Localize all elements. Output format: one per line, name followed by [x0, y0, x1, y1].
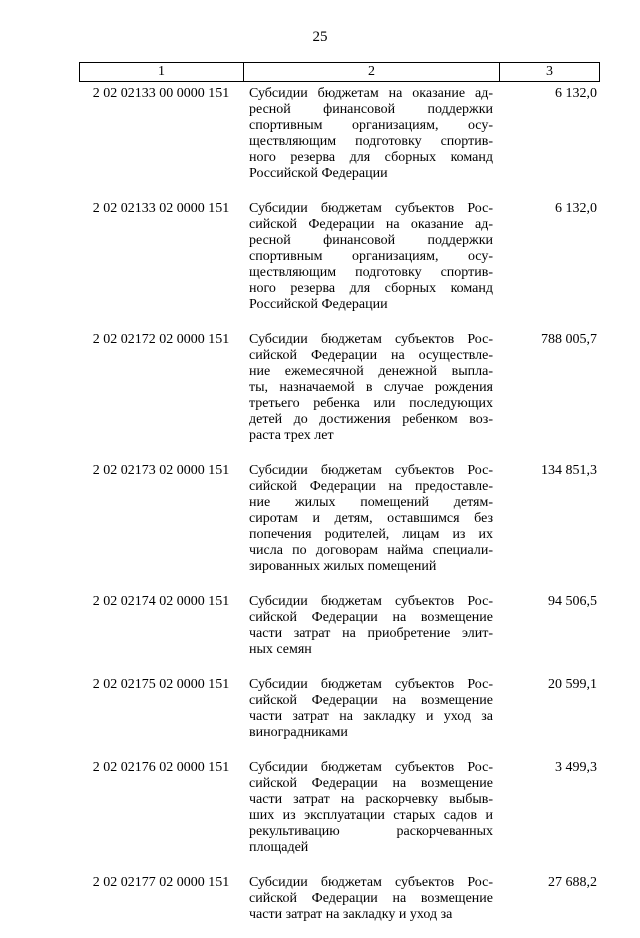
budget-code: 2 02 02172 02 0000 151 — [92, 332, 230, 347]
description-line: сийской Федерации на возмещение — [249, 776, 493, 791]
description-line: Российской Федерации — [249, 166, 388, 181]
description-line: Субсидии бюджетам субъектов Рос- — [249, 594, 493, 609]
table-row — [79, 871, 600, 923]
description-line: части затрат на раскорчевку выбыв- — [249, 792, 493, 807]
description-line: Субсидии бюджетам субъектов Рос- — [249, 201, 493, 216]
budget-code: 2 02 02177 02 0000 151 — [92, 875, 230, 890]
description-line: сийской Федерации на оказание ад- — [249, 217, 493, 232]
table-row — [79, 82, 600, 182]
description-line: Субсидии бюджетам субъектов Рос- — [249, 760, 493, 775]
description — [243, 673, 493, 741]
description — [243, 328, 493, 444]
description-line: ты, назначаемой в случае рождения — [249, 380, 493, 395]
description — [243, 82, 493, 182]
budget-code: 2 02 02175 02 0000 151 — [92, 677, 230, 692]
description-line: сийской Федерации на осуществле- — [249, 348, 493, 363]
header-col-2: 2 — [244, 63, 500, 81]
description — [243, 590, 493, 658]
table-row — [79, 459, 600, 575]
description-line: ших из эксплуатации старых садов и — [249, 808, 493, 823]
table-row — [79, 328, 600, 444]
table-row — [79, 590, 600, 658]
description-line: ного резерва для сборных команд — [249, 150, 493, 165]
description-line: Субсидии бюджетам на оказание ад- — [249, 86, 493, 101]
description-line: спортивным организациям, осу- — [249, 249, 493, 264]
header-col-3: 3 — [546, 64, 553, 79]
description — [243, 459, 493, 575]
amount: 3 499,3 — [555, 760, 597, 775]
description-line: зированных жилых помещений — [249, 559, 437, 574]
budget-code: 2 02 02173 02 0000 151 — [92, 463, 230, 478]
description — [243, 197, 493, 313]
budget-code: 2 02 02133 02 0000 151 — [92, 201, 230, 216]
amount: 6 132,0 — [555, 86, 597, 101]
description-line: Субсидии бюджетам субъектов Рос- — [249, 463, 493, 478]
description-line: площадей — [249, 840, 309, 855]
description-line: части затрат на закладку и уход за — [249, 907, 453, 922]
budget-code: 2 02 02174 02 0000 151 — [92, 594, 230, 609]
description-line: ние ежемесячной денежной выпла- — [249, 364, 493, 379]
description-line: сийской Федерации на предоставле- — [249, 479, 493, 494]
description-line: сиротам и детям, оставшимся без — [249, 511, 493, 526]
table-header-row — [79, 62, 600, 82]
table-row — [79, 197, 600, 313]
table-row — [79, 756, 600, 856]
description-line: сийской Федерации на возмещение — [249, 693, 493, 708]
budget-code: 2 02 02176 02 0000 151 — [92, 760, 230, 775]
description-line: числа по договорам найма специали- — [249, 543, 493, 558]
description-line: сийской Федерации на возмещение — [249, 610, 493, 625]
description-line: части затрат на приобретение элит- — [249, 626, 493, 641]
description-line: ресной финансовой поддержки — [249, 102, 493, 117]
description-line: Субсидии бюджетам субъектов Рос- — [249, 332, 493, 347]
description-line: ществляющим подготовку спортив- — [249, 265, 493, 280]
amount: 788 005,7 — [541, 332, 597, 347]
description-line: сийской Федерации на возмещение — [249, 891, 493, 906]
description-line: Российской Федерации — [249, 297, 388, 312]
description-line: виноградниками — [249, 725, 348, 740]
amount: 94 506,5 — [548, 594, 597, 609]
description-line: ресной финансовой поддержки — [249, 233, 493, 248]
description — [243, 756, 493, 856]
description-line: ных семян — [249, 642, 312, 657]
description — [243, 871, 493, 923]
description-line: ние жилых помещений детям- — [249, 495, 493, 510]
amount: 27 688,2 — [548, 875, 597, 890]
description-line: попечения родителей, лицам из их — [249, 527, 493, 542]
description-line: раста трех лет — [249, 428, 334, 443]
header-col-1: 1 — [80, 63, 244, 81]
description-line: ществляющим подготовку спортив- — [249, 134, 493, 149]
description-line: Субсидии бюджетам субъектов Рос- — [249, 677, 493, 692]
description-line: рекультивацию раскорчеванных — [249, 824, 493, 839]
description-line: ного резерва для сборных команд — [249, 281, 493, 296]
table-body — [79, 82, 600, 923]
description-line: части затрат на закладку и уход за — [249, 709, 493, 724]
amount: 6 132,0 — [555, 201, 597, 216]
description-line: третьего ребенка или последующих — [249, 396, 493, 411]
budget-table — [79, 62, 600, 938]
page-number: 25 — [312, 29, 328, 45]
amount: 20 599,1 — [548, 677, 597, 692]
description-line: Субсидии бюджетам субъектов Рос- — [249, 875, 493, 890]
budget-code: 2 02 02133 00 0000 151 — [92, 86, 230, 101]
description-line: детей до достижения ребенком воз- — [249, 412, 493, 427]
table-row — [79, 673, 600, 741]
amount: 134 851,3 — [541, 463, 597, 478]
description-line: спортивным организациям, осу- — [249, 118, 493, 133]
